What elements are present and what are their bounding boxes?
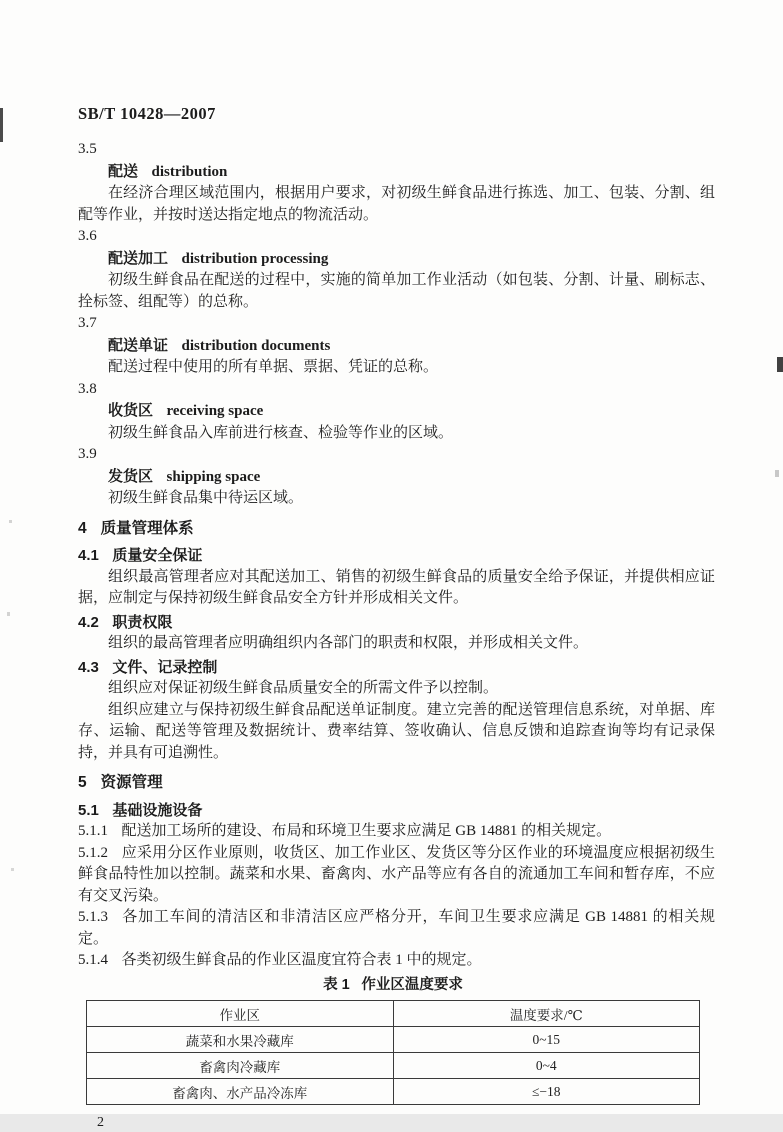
subsection-title: 质量安全保证 [112, 547, 203, 564]
term-title [78, 161, 715, 184]
term-en: shipping space [166, 468, 261, 485]
subsection-heading [78, 612, 715, 634]
scan-artifact [775, 470, 779, 477]
term-title [78, 248, 715, 271]
temperature-requirements-table [86, 1000, 700, 1105]
section-number: 4 [78, 519, 87, 537]
term-definition: 初级生鲜食品在配送的过程中，实施的简单加工作业活动（如包装、分割、计量、刷标志、拴标签、组配等）的总称。 [78, 272, 715, 310]
term-definition: 配送过程中使用的所有单据、票据、凭证的总称。 [108, 359, 439, 375]
temp-cell: 0~15 [393, 1027, 700, 1053]
term-number: 3.6 [78, 228, 97, 244]
clause-text: 应采用分区作业原则，收货区、加工作业区、发货区等分区作业的环境温度应根据初级生鲜食品特性加以控制。蔬菜和水果、畜禽肉、水产品等应有各自的流通加工车间和暂存库，不应有交叉污染。 [78, 844, 715, 904]
term-en: distribution processing [181, 250, 329, 267]
scan-artifact [7, 612, 10, 616]
term-title [78, 466, 715, 489]
section-quality-management [78, 518, 715, 765]
clause-number: 5.1.1 [78, 823, 108, 839]
table-row [87, 1053, 700, 1079]
clause [78, 907, 715, 950]
table-row [87, 1079, 700, 1105]
scan-artifact [0, 108, 3, 142]
table-row [87, 1027, 700, 1053]
page-number: 2 [97, 1115, 104, 1130]
subsection-heading [78, 800, 715, 822]
scan-artifact [9, 520, 12, 523]
section-number: 5 [78, 774, 87, 791]
subsection-heading [78, 545, 715, 567]
term-zh: 发货区 [108, 467, 154, 485]
term-zh: 配送加工 [108, 249, 169, 267]
table-header-row [87, 1001, 700, 1027]
clause-text: 各类初级生鲜食品的作业区温度宜符合表 1 中的规定。 [121, 952, 482, 968]
paragraph: 组织的最高管理者应明确组织内各部门的职责和权限，并形成相关文件。 [108, 635, 589, 651]
subsection-heading [78, 657, 715, 679]
clause-number: 5.1.3 [78, 909, 108, 925]
paragraph: 组织应建立与保持初级生鲜食品配送单证制度。建立完善的配送管理信息系统，对单据、库存、运输、配送等管理及数据统计、费率结算、签收确认、信息反馈和追踪查询等均有记录保持，并具有可追溯性。 [78, 701, 715, 761]
subsection-title: 职责权限 [112, 613, 173, 631]
clause-number: 5.1.4 [78, 952, 108, 968]
term-zh: 配送 [108, 162, 139, 180]
scan-artifact [777, 357, 783, 372]
standard-number: SB/T 10428—2007 [78, 104, 216, 123]
subsection-number: 4.3 [78, 658, 99, 676]
term-title [78, 400, 715, 423]
zone-cell: 蔬菜和水果冷藏库 [87, 1027, 394, 1053]
subsection-title: 文件、记录控制 [112, 658, 218, 676]
term-number: 3.5 [78, 141, 97, 157]
term-title [78, 335, 715, 358]
temp-cell: ≤−18 [393, 1079, 700, 1105]
term-number: 3.7 [78, 315, 97, 331]
clause [78, 950, 715, 972]
paragraph: 组织应对保证初级生鲜食品质量安全的所需文件予以控制。 [108, 680, 499, 696]
subsection-title: 基础设施设备 [112, 801, 203, 819]
scan-artifact [11, 868, 14, 871]
term-definition: 在经济合理区域范围内，根据用户要求，对初级生鲜食品进行拣选、加工、包装、分割、组配等作业，并按时送达指定地点的物流活动。 [78, 185, 715, 223]
clause [78, 843, 715, 908]
table-title-text: 作业区温度要求 [361, 976, 463, 993]
paragraph: 组织最高管理者应对其配送加工、销售的初级生鲜食品的质量安全给予保证，并提供相应证据，应制定与保持初级生鲜食品安全方针并形成相关文件。 [78, 568, 715, 606]
term-zh: 配送单证 [108, 336, 169, 354]
section-title: 资源管理 [100, 774, 163, 791]
section-title: 质量管理体系 [100, 519, 194, 537]
table-caption [86, 975, 700, 997]
zone-cell: 畜禽肉冷藏库 [87, 1053, 394, 1079]
subsection-number: 5.1 [78, 801, 99, 819]
clause [78, 821, 715, 843]
clause-number: 5.1.2 [78, 844, 108, 861]
term-number: 3.8 [78, 380, 97, 397]
term-definition: 初级生鲜食品入库前进行核查、检验等作业的区域。 [108, 424, 454, 441]
section-resource-management [78, 772, 715, 972]
section-heading [78, 518, 715, 540]
temp-cell: 0~4 [393, 1053, 700, 1079]
term-definition: 初级生鲜食品集中待运区域。 [108, 490, 304, 506]
zone-cell: 畜禽肉、水产品冷冻库 [87, 1079, 394, 1105]
column-header-zone: 作业区 [87, 1001, 394, 1027]
clause-text: 各加工车间的清洁区和非清洁区应严格分开，车间卫生要求应满足 GB 14881 的相关规定。 [78, 909, 715, 947]
column-header-temp: 温度要求/℃ [393, 1001, 700, 1027]
term-en: distribution documents [181, 337, 331, 354]
term-en: receiving space [166, 403, 264, 419]
term-en: distribution [151, 163, 228, 180]
clause-text: 配送加工场所的建设、布局和环境卫生要求应满足 GB 14881 的相关规定。 [121, 823, 612, 839]
term-zh: 收货区 [108, 402, 154, 419]
terms-section [78, 139, 715, 510]
section-heading [78, 772, 715, 794]
table-label: 表 1 [323, 976, 350, 993]
subsection-number: 4.2 [78, 613, 99, 631]
term-number: 3.9 [78, 446, 97, 462]
subsection-number: 4.1 [78, 547, 99, 564]
